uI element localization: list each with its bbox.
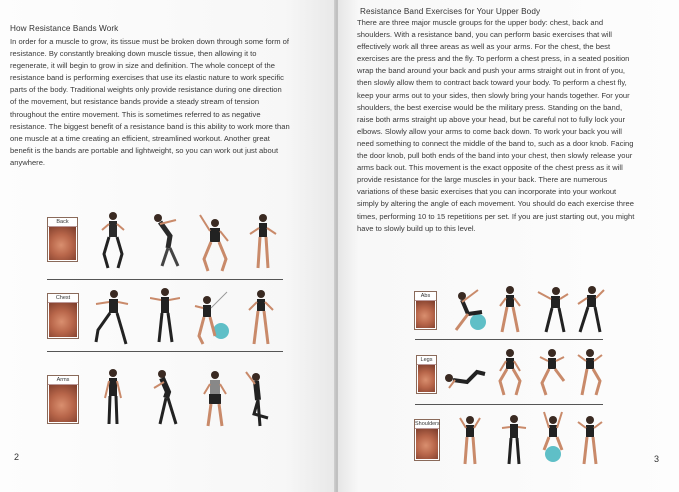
right-page-heading: Resistance Band Exercises for Your Upper Body (360, 7, 541, 16)
right-line: variations of these basic exercises that you can incorporate into your workout (357, 187, 617, 197)
figure-icon (448, 284, 488, 334)
figure-icon (496, 284, 524, 334)
left-line: resistance. The biggest benefit of a resistance band is this ability to work more than (10, 121, 290, 131)
back-muscle-photo (49, 227, 76, 260)
left-page-number: 2 (14, 452, 20, 462)
exercise-figure (443, 362, 487, 390)
left-page-heading: How Resistance Bands Work (10, 24, 119, 33)
legs-label: Legs (417, 356, 436, 365)
right-line: keep your arms out to your sides, then slowly bring your hands together. For your (357, 90, 630, 100)
left-line: one muscle at a time creating an efficient, streamlined workout. Another great (10, 133, 270, 143)
chest-label-box (47, 293, 79, 339)
figure-icon (198, 368, 232, 430)
left-line: regenerate, it will begin to grow in size and definition. The whole concept of the (10, 61, 275, 71)
exercise-figure (248, 210, 278, 272)
exercise-figure (448, 284, 488, 334)
exercise-figure (500, 412, 528, 466)
left-line: resistance band is performing exercises that use its elastic nature to work specific (10, 73, 284, 83)
right-line: have to slowly build up to this level. (357, 223, 476, 233)
figure-icon (98, 366, 128, 428)
left-line: In order for a muscle to grow, its tissue must be broken down through some form of (10, 37, 289, 46)
exercise-figure (198, 213, 232, 275)
exercise-figure (150, 284, 180, 346)
left-line: resistance. By constantly breaking down muscle tissue, then allowing it to (10, 49, 257, 59)
figure-icon (92, 286, 130, 348)
figure-icon (248, 210, 278, 272)
exercise-figure (536, 284, 570, 334)
abs-muscle-photo (416, 301, 435, 328)
chest-muscle-photo (49, 303, 77, 337)
exercise-figure (92, 286, 130, 348)
back-label: Back (48, 218, 77, 227)
exercise-figure (536, 347, 568, 397)
right-line: exercises are the press and the fly. To perform a chest press, in a seated position (357, 54, 630, 64)
right-line: shoulders, the best exercise would be the military press. Standing on the band, (357, 102, 623, 112)
exercise-figure (496, 284, 524, 334)
figure-icon (536, 347, 568, 397)
legs-muscle-photo (418, 365, 435, 392)
figure-icon (496, 347, 524, 397)
right-line: need something to connect the middle of the band to, such as a door knob. Facing (357, 138, 634, 148)
left-page-body (10, 36, 332, 169)
right-line: times, performing 10 to 15 repetitions per set. If you are just starting out, you might (357, 211, 635, 221)
figure-icon (150, 366, 184, 428)
right-line: effectively work all three areas as well as your arms. For the chest, the best (357, 42, 611, 52)
left-line: benefit is the bands are portable and lightweight, so you can work out just about (10, 145, 279, 155)
right-line: shoulders. With a resistance band, you can perform basic exercises that will (357, 30, 612, 40)
figure-icon (574, 284, 608, 334)
row-divider (415, 339, 603, 340)
exercise-figure (98, 366, 128, 428)
figure-icon (198, 213, 232, 275)
left-line: of the movement, but resistance bands provide a steady stream of tension (10, 97, 260, 107)
figure-icon (538, 410, 568, 466)
figure-icon (443, 362, 487, 390)
left-line: throughout the entire movement. This is sometimes referred to as negative (10, 109, 261, 119)
row-divider (47, 279, 283, 280)
exercise-figure (574, 284, 608, 334)
exercise-figure (456, 412, 484, 466)
back-label-box (47, 217, 78, 262)
exercise-figure (246, 286, 276, 348)
exercise-figure (198, 368, 232, 430)
legs-label-box (416, 355, 437, 394)
figure-icon (242, 368, 274, 430)
shoulders-label: Shoulders (415, 421, 440, 427)
exercise-figure (242, 368, 274, 430)
right-line: the door knob, pull both ends of the band into your chest, then slowly release your (357, 151, 633, 161)
figure-icon (456, 412, 484, 466)
figure-icon (150, 284, 180, 346)
figure-icon (500, 412, 528, 466)
right-line: There are three major muscle groups for the upper body: chest, back and (357, 18, 604, 27)
left-line: parts of the body. Traditional weights only provide resistance during one direction (10, 85, 282, 95)
right-page-body (357, 17, 675, 235)
right-page-number: 3 (654, 454, 660, 464)
right-page (338, 0, 679, 492)
right-line: elbows. Slowly allow your arms to come back down. To work your back you will (357, 126, 622, 136)
figure-icon (576, 412, 604, 466)
row-divider (47, 351, 283, 352)
shoulders-muscle-photo (416, 429, 438, 459)
exercise-figure (574, 347, 606, 397)
right-line: wrap the band around your back and push your arms straight out in front of you, (357, 66, 626, 76)
exercise-figure (98, 210, 128, 272)
right-line: arms back out. This movement is the exact opposite of the chest press as it will (357, 163, 623, 173)
exercise-figure (576, 412, 604, 466)
right-line: simply by altering the angle of each movement. You should do each exercise three (357, 199, 634, 209)
arms-label: Arms (48, 376, 78, 385)
shoulders-label-box (414, 419, 440, 461)
right-line: raise both arms straight up above your head, but be careful not to fully lock your (357, 114, 626, 124)
right-line: provide resistance for the large muscles in your back. There are numerous (357, 175, 608, 185)
figure-icon (574, 347, 606, 397)
abs-label-box (414, 291, 437, 330)
chest-label: Chest (48, 294, 78, 303)
figure-icon (193, 286, 233, 348)
exercise-figure (148, 208, 184, 270)
figure-icon (246, 286, 276, 348)
figure-icon (148, 208, 184, 270)
exercise-figure (193, 286, 233, 348)
figure-icon (98, 210, 128, 272)
exercise-figure (496, 347, 524, 397)
figure-icon (536, 284, 570, 334)
row-divider (415, 404, 603, 405)
arms-label-box (47, 375, 79, 424)
left-page (0, 0, 336, 492)
exercise-figure (538, 410, 568, 466)
right-line: then slowly allow them to contract back toward your body. To perform a chest fly, (357, 78, 627, 88)
arms-muscle-photo (49, 385, 77, 422)
abs-label: Abs (415, 292, 436, 301)
left-line: anywhere. (10, 157, 46, 167)
exercise-figure (150, 366, 184, 428)
